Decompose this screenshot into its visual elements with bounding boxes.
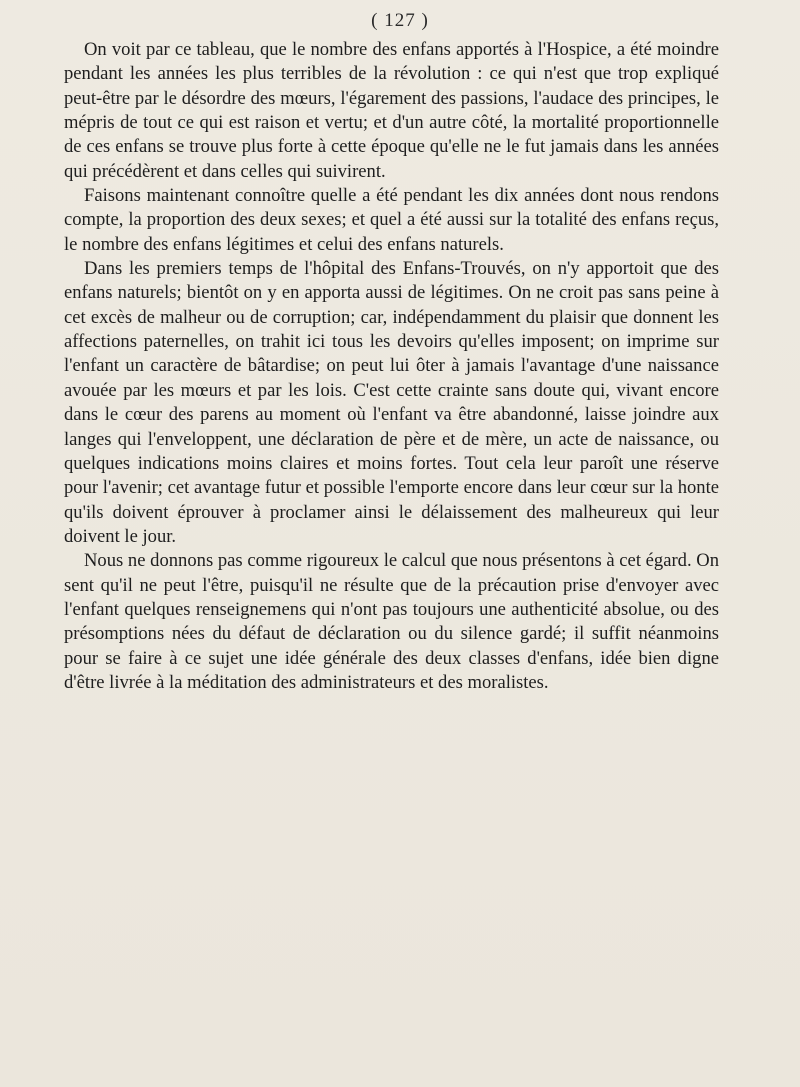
- paragraph-1: On voit par ce tableau, que le nombre des enfans apportés à l'Hospice, a été moindre pendant les années les plus terribles de la révolution : ce qui n'est que trop expliqué peut-être par le désordre des mœurs, l'égarement des passions, l'audace des principes, le mépris de tout ce qui est raison et vertu; et d'un autre côté, la mortalité proportionnelle de ces enfans se trouve plus forte à cette époque qu'elle ne le fut jamais dans les années qui précédèrent et dans celles qui suivirent.: [64, 39, 719, 182]
- page-number: ( 127 ): [371, 10, 429, 31]
- paragraph-2: Faisons maintenant connoître quelle a été pendant les dix années dont nous rendons compte, la proportion des deux sexes; et quel a été aussi sur la totalité des enfans reçus, le nombre des enfans légitimes et celui des enfans naturels.: [64, 185, 719, 255]
- paragraph-3: Dans les premiers temps de l'hôpital des Enfans-Trouvés, on n'y apportoit que des enfans naturels; bientôt on y en apporta aussi de légitimes. On ne croit pas sans peine à cet excès de malheur ou de corruption; car, indépendamment du plaisir que donnent les affections paternelles, on trahit ici tous les devoirs qu'elles imposent; on imprime sur l'enfant un caractère de bâtardise; on peut lui ôter à jamais l'avantage d'une naissance avouée par les mœurs et par les lois. C'est cette crainte sans doute qui, vivant encore dans le cœur des parens au moment où l'enfant va être abandonné, laisse joindre aux langes qui l'enveloppent, une déclaration de père et de mère, un acte de naissance, ou quelques indications moins claires et moins fortes. Tout cela leur paroît une réserve pour l'avenir; cet avantage futur et possible l'emporte encore dans leur cœur sur la honte qu'ils doivent éprouver à proclamer ainsi le délaissement des malheureux qui leur doivent le jour.: [64, 258, 719, 547]
- paragraph-4: Nous ne donnons pas comme rigoureux le calcul que nous présentons à cet égard. On sent qu'il ne peut l'être, puisqu'il ne résulte que de la précaution prise d'envoyer avec l'enfant quelques renseignemens qui n'ont pas toujours une authenticité absolue, ou des présomptions nées du défaut de déclaration ou du silence gardé; il suffit néanmoins pour se faire à ce sujet une idée générale des deux classes d'enfans, idée bien digne d'être livrée à la méditation des administrateurs et des moralistes.: [64, 550, 719, 693]
- body-text: [64, 38, 719, 695]
